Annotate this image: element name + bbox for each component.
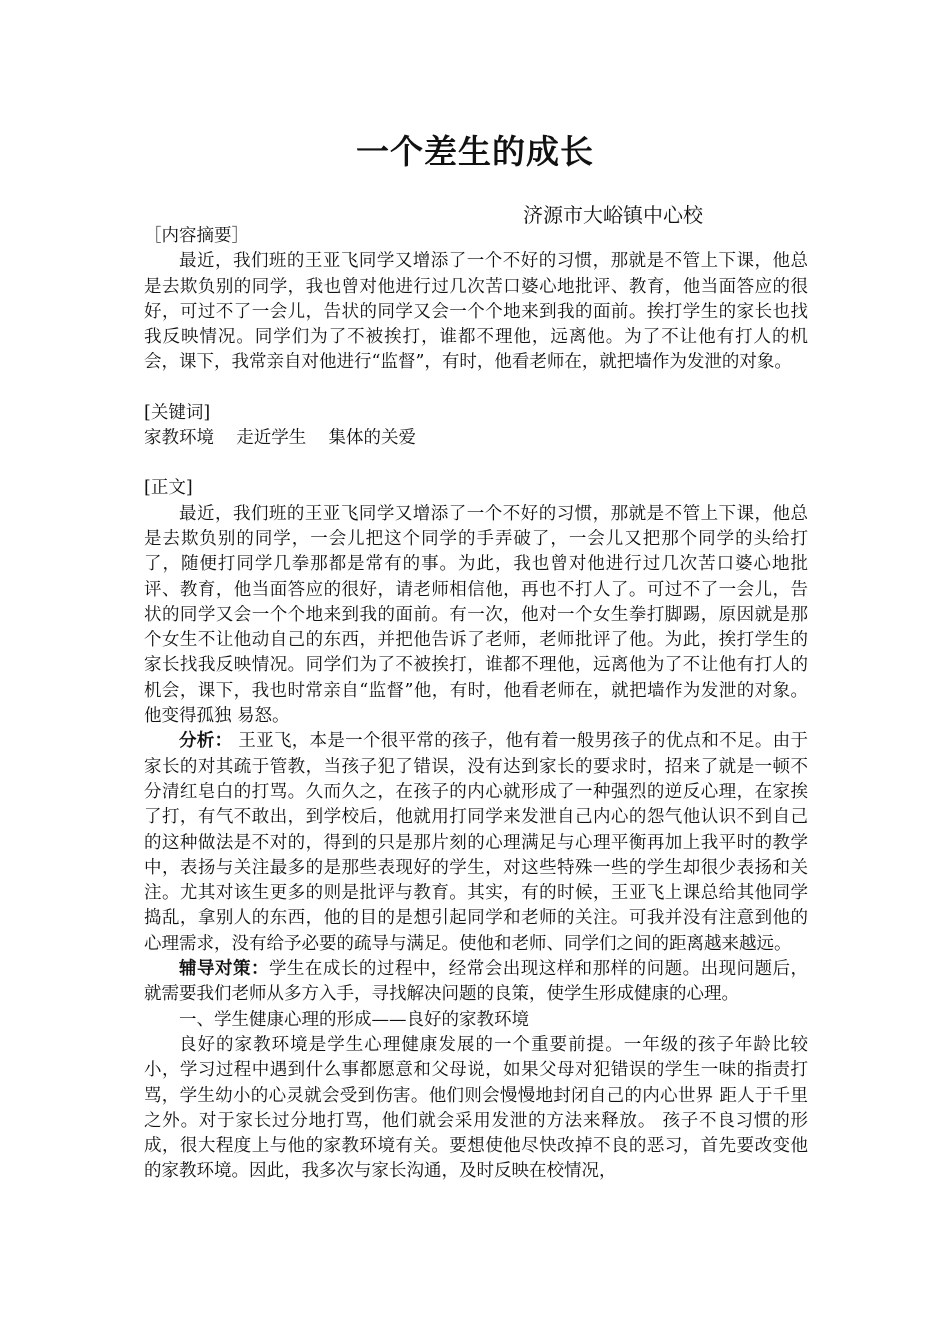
strategy-text: 学生在成长的过程中，经常会出现这样和那样的问题。出现问题后，就需要我们老师从多方入手，寻找解决问题的良策，使学生形成健康的心理。 bbox=[144, 959, 809, 1005]
keywords-label: [关键词] bbox=[144, 402, 211, 423]
abstract-label: ［内容摘要］ bbox=[144, 226, 249, 246]
document-title: 一个差生的成长 bbox=[356, 132, 594, 171]
strategy-paragraph bbox=[144, 957, 808, 1008]
abstract-text: 最近，我们班的王亚飞同学又增添了一个不好的习惯，那就是不管上下课，他总是去欺负别的同学，我也曾对他进行过几次苦口婆心地批评、教育，他当面答应的很好，可过不了一会儿，告状的同学又会一个个地来到我的面前。挨打学生的家长也找我反映情况。同学们为了不被挨打，谁都不理他，远离他。为了不让他有打人的机会，课下，我常亲自对他进行“监督”，有时，他看老师在，就把墙作为发泄的对象。 bbox=[144, 251, 808, 373]
spacer bbox=[144, 376, 808, 401]
author-line: 济源市大峪镇中心校 bbox=[523, 203, 703, 227]
document-body bbox=[144, 224, 808, 1185]
spacer bbox=[144, 451, 808, 476]
analysis-paragraph bbox=[144, 729, 808, 957]
analysis-text: 王亚飞，本是一个很平常的孩子，他有着一般男孩子的优点和不足。由于家长的对其疏于管教，当孩子犯了错误，没有达到家长的要求时，招来了就是一顿不分清红皂白的打骂。久而久之，在孩子的内心就形成了一种强烈的逆反心理，在家挨了打，有气不敢出，到学校后，他就用打同学来发泄自己内心的怨气他认识不到自己的这种做法是不对的，得到的只是那片刻的心理满足与心理平衡再加上我平时的教学中，表扬与关注最多的是那些表现好的学生，对这些特殊一些的学生却很少表扬和关注。尤其对该生更多的则是批评与教育。其实，有的时候，王亚飞上课总给其他同学捣乱，拿别人的东西，他的目的是想引起同学和老师的关注。可我并没有注意到他的心理需求，没有给予必要的疏导与满足。使他和老师、同学们之间的距离越来越远。 bbox=[144, 731, 808, 954]
strategy-label: 辅导对策： bbox=[179, 959, 269, 980]
main-label: [正文] bbox=[144, 478, 193, 499]
section-1-text: 良好的家教环境是学生心理健康发展的一个重要前提。一年级的孩子年龄比较小，学习过程中遇到什么事都愿意和父母说，如果父母对犯错误的学生一味的指责打骂，学生幼小的心灵就会受到伤害。他们则会慢慢地封闭自己的内心世界 距人于千里之外。对于家长过分地打骂，他们就会采用发泄的方法来释放。 孩子不良习惯的形成，很大程度上与他的家教环境有关。要想使他尽快改掉不良的恶习，首先要改变他的家教环境。因此，我多次与家长沟通，及时反映在校情况， bbox=[144, 1034, 808, 1182]
main-paragraph-1: 最近，我们班的王亚飞同学又增添了一个不好的习惯，那就是不管上下课，他总是去欺负别的同学，一会儿把这个同学的手弄破了，一会儿又把那个同学的头给打了，随便打同学几拳那都是常有的事。为此，我也曾对他进行过几次苦口婆心地批评、教育，他当面答应的很好，请老师相信他，再也不打人了。可过不了一会儿，告状的同学又会一个个地来到我的面前。有一次，他对一个女生拳打脚踢，原因就是那个女生不让他动自己的东西，并把他告诉了老师，老师批评了他。为此，挨打学生的家长找我反映情况。同学们为了不被挨打，谁都不理他，远离他为了不让他有打人的机会，课下，我也时常亲自“监督”他，有时，他看老师在，就把墙作为发泄的对象。他变得孤独 易怒。 bbox=[144, 503, 808, 727]
section-1-heading: 一、学生健康心理的形成——良好的家教环境 bbox=[179, 1009, 529, 1030]
analysis-label: 分析： bbox=[179, 731, 233, 752]
keywords-text: 家教环境 走近学生 集体的关爱 bbox=[144, 428, 417, 449]
